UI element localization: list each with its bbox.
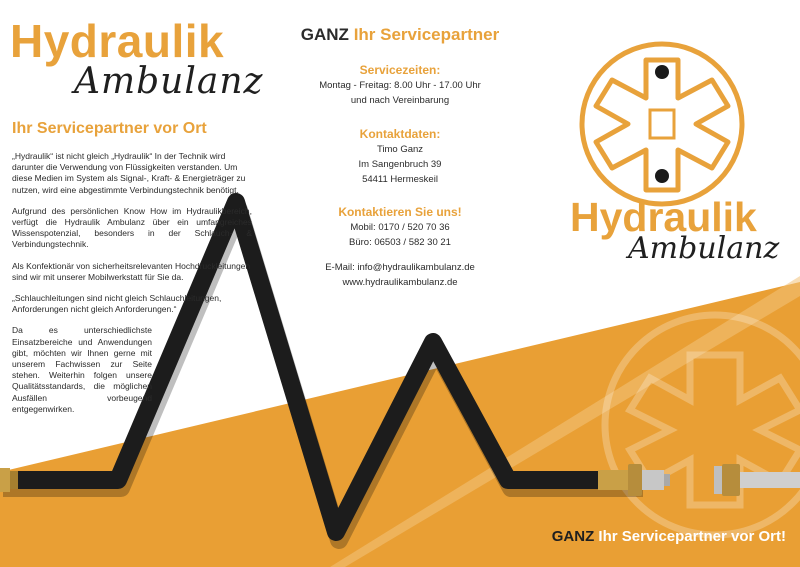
title-ganz: GANZ [300,25,349,44]
paragraph-service: Da es unterschiedlichste Einsatzbereiche und Anwendungen gibt, möchten wir Ihnen gerne mit unserem Fachwissen zur Seite stehen. Weiterhin folgen unsere Qualitätsstandards, die möglichen Ausfällen vorbeugend entgegenwirken. [12,325,152,414]
contact-block [270,126,530,187]
brand-word-right: Hydraulik [570,194,757,240]
contact-city: 54411 Hermeskeil [362,174,438,185]
brand-script: Ambulanz [74,61,264,102]
contact-name: Timo Ganz [376,144,424,155]
slogan-text: Ihr Servicepartner vor Ort! [598,528,786,545]
service-line-1: Montag - Freitag: 8.00 Uhr - 17.00 Uhr [319,80,481,91]
brand-word: Hydraulik [10,15,225,67]
cta-heading: Kontaktieren Sie uns! [338,205,462,219]
bottom-slogan [552,528,786,545]
brand-script-right: Ambulanz [628,231,780,266]
brand-logo-left [10,15,270,108]
left-body-text [12,151,252,425]
title-servicepartner: Ihr Servicepartner [353,25,500,44]
email-link[interactable]: E-Mail: info@hydraulikambulanz.de [325,262,475,273]
logo-dot-top [655,65,669,79]
slogan-ganz: GANZ [551,528,595,545]
service-line-2: und nach Vereinbarung [350,95,450,106]
web-block [270,260,530,290]
paragraph-intro: „Hydraulik“ ist nicht gleich „Hydraulik“ In der Technik wird darunter die Verwendung von Flüssigkeiten verstanden. Um diese Medien im System als Signal-, Kraft- & Energieträger zu nutzen, wird eine abgestimmte Verbindungstechnik benötigt. [12,151,246,195]
service-times-block [270,62,530,108]
logo-dot-bottom [655,169,669,183]
contact-street: Im Sangenbruch 39 [358,159,442,170]
brand-logo-right [570,196,790,276]
website-link[interactable]: www.hydraulikambulanz.de [342,277,458,288]
mobile-number[interactable]: Mobil: 0170 / 520 70 36 [350,222,450,233]
paragraph-knowhow: Aufgrund des persönlichen Know How im Hydraulikbereich, verfügt die Hydraulik Ambulanz über ein umfangreiches Wissenspotenzial, besonders in der Schlauch- & Verbindungstechnik. [12,205,252,250]
contact-heading: Kontaktdaten: [359,127,441,141]
paragraph-quote: „Schlauchleitungen sind nicht gleich Schlauchleitungen, Anforderungen nicht gleich Anforderungen.“ [12,293,222,315]
cta-block [270,204,530,250]
left-fitting-icon [0,468,18,492]
middle-title [270,25,530,45]
left-heading: Ihr Servicepartner vor Ort [12,120,207,137]
office-number[interactable]: Büro: 06503 / 582 30 21 [349,237,451,248]
service-heading: Servicezeiten: [359,63,441,77]
paragraph-konfektion: Als Konfektionär von sicherheitsrelevanten Hochdruckleitungen sind wir mit unserer Mobilwerkstatt für Sie da. [12,260,251,282]
